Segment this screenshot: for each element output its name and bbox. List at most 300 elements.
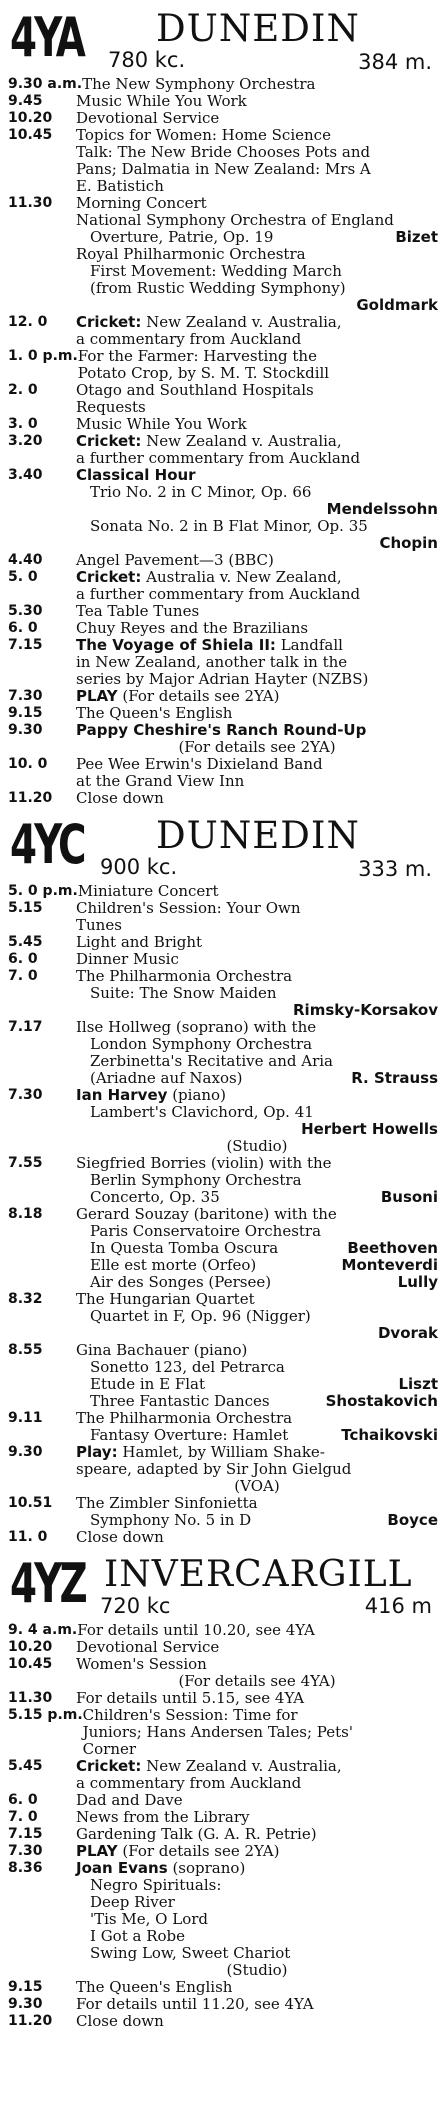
programme-time: 7. 0	[8, 1809, 38, 1825]
programme-text	[76, 900, 438, 934]
programme-line	[76, 1308, 438, 1325]
composer-name: Dvorak	[377, 1324, 438, 1342]
programme-time: 11.30	[8, 1690, 53, 1706]
programme-line	[76, 1911, 438, 1928]
programme-time: 11.30	[8, 195, 53, 211]
station-wavelength: 333 m.	[358, 857, 432, 881]
programme-line	[76, 552, 438, 569]
programme-detail: New Zealand v. Australia,	[146, 313, 342, 331]
programme-entry	[8, 1444, 438, 1495]
programme-detail: Morning Concert	[76, 194, 207, 212]
programme-detail: (from Rustic Wedding Symphony)	[90, 279, 346, 297]
composer-name: Lully	[397, 1273, 438, 1291]
composer-name: Monteverdi	[341, 1256, 438, 1274]
programme-text	[76, 1656, 438, 1690]
programme-detail: Close down	[76, 1528, 164, 1546]
programme-detail: Hamlet, by William Shake-	[122, 1443, 325, 1461]
programme-detail: Royal Philharmonic Orchestra	[76, 245, 306, 263]
programme-line	[76, 637, 438, 654]
programme-detail: Juniors; Hans Andersen Tales; Pets'	[82, 1723, 353, 1741]
programme-text	[76, 416, 438, 433]
programme-line	[76, 773, 438, 790]
programme-entry	[8, 1996, 438, 2013]
programme-line	[76, 1529, 438, 1546]
station-frequency: 720 kc	[100, 1594, 171, 1618]
programme-detail: Suite: The Snow Maiden	[90, 984, 277, 1002]
programme-time: 4.40	[8, 552, 43, 568]
programme-line	[76, 1826, 438, 1843]
programme-detail: (soprano)	[172, 1859, 246, 1877]
composer-name: Herbert Howells	[301, 1120, 438, 1138]
composer-name: Mendelssohn	[326, 500, 438, 518]
programme-line	[76, 1053, 438, 1070]
programme-line	[76, 144, 438, 161]
programme-line	[76, 1877, 438, 1894]
composer-name: Rimsky-Korsakov	[293, 1001, 438, 1019]
programme-text	[76, 552, 438, 569]
programme-detail: Angel Pavement—3 (BBC)	[76, 551, 274, 569]
programme-line	[83, 1741, 438, 1758]
programme-line	[78, 348, 438, 365]
programme-line	[76, 212, 438, 229]
programme-detail: The Queen's English	[76, 704, 233, 722]
programme-line	[76, 1223, 438, 1240]
programme-detail: Devotional Service	[76, 1638, 220, 1656]
station-header	[8, 6, 438, 76]
programme-text	[76, 1860, 438, 1979]
programme-detail: (For details see 2YA)	[122, 1842, 280, 1860]
programme-detail: Topics for Women: Home Science	[76, 126, 331, 144]
programme-text	[76, 756, 438, 790]
programme-entry	[8, 603, 438, 620]
programme-line	[76, 1206, 438, 1223]
programme-highlight: Joan Evans	[76, 1859, 168, 1877]
programme-detail: (piano)	[172, 1086, 226, 1104]
programme-line	[76, 195, 438, 212]
programme-text	[76, 968, 438, 1019]
programme-time: 6. 0	[8, 951, 38, 967]
programme-entry	[8, 1792, 438, 1809]
programme-line	[76, 756, 438, 773]
programme-time: 5. 0 p.m.	[8, 883, 78, 899]
programme-line	[76, 1461, 438, 1478]
programme-line	[76, 110, 438, 127]
programme-highlight: Play:	[76, 1443, 118, 1461]
programme-entry	[8, 883, 438, 900]
programme-entry	[8, 127, 438, 195]
programme-detail: The Philharmonia Orchestra	[76, 1409, 293, 1427]
programme-text	[83, 1707, 438, 1758]
programme-detail: a further commentary from Auckland	[76, 585, 361, 603]
programme-text	[76, 1291, 438, 1342]
programme-detail: E. Batistich	[76, 177, 164, 195]
programme-detail: Elle est morte (Orfeo)	[90, 1256, 257, 1274]
programme-detail: Music While You Work	[76, 92, 247, 110]
programme-line	[76, 671, 438, 688]
programme-line	[76, 934, 438, 951]
programme-detail: (For details see 2YA)	[178, 738, 336, 756]
programme-time: 9.30	[8, 1996, 43, 2012]
programme-detail: (Ariadne auf Naxos)	[90, 1069, 243, 1087]
programme-line	[76, 1257, 438, 1274]
programme-detail: (Studio)	[226, 1961, 288, 1979]
programme-detail: 'Tis Me, O Lord	[90, 1910, 208, 1928]
programme-text	[76, 722, 438, 756]
programme-entry	[8, 93, 438, 110]
programme-detail: a commentary from Auckland	[76, 330, 302, 348]
programme-line	[76, 1376, 438, 1393]
programme-time: 9.45	[8, 93, 43, 109]
programme-detail: Devotional Service	[76, 109, 220, 127]
programme-line	[76, 1639, 438, 1656]
programme-line	[76, 1240, 438, 1257]
programme-time: 9.15	[8, 705, 43, 721]
programme-line	[76, 951, 438, 968]
programme-time: 9.30 a.m.	[8, 76, 83, 92]
programme-line	[76, 1495, 438, 1512]
programme-list	[8, 883, 438, 1546]
programme-line	[76, 1758, 438, 1775]
programme-line	[76, 1325, 438, 1342]
programme-detail: Otago and Southland Hospitals	[76, 381, 314, 399]
programme-detail: Gerard Souzay (baritone) with the	[76, 1205, 337, 1223]
programme-line	[76, 1809, 438, 1826]
composer-name: Goldmark	[356, 296, 438, 314]
programme-time: 3.40	[8, 467, 43, 483]
composer-name: Tchaikovski	[341, 1426, 438, 1444]
programme-text	[76, 790, 438, 807]
programme-detail: Light and Bright	[76, 933, 203, 951]
programme-time: 1. 0 p.m.	[8, 348, 78, 364]
programme-line	[76, 229, 438, 246]
programme-detail: Negro Spirituals:	[90, 1876, 222, 1894]
programme-line	[76, 1996, 438, 2013]
programme-detail: Symphony No. 5 in D	[90, 1511, 252, 1529]
programme-entry	[8, 1622, 438, 1639]
programme-detail: (Studio)	[226, 1137, 288, 1155]
programme-detail: New Zealand v. Australia,	[146, 1757, 342, 1775]
programme-text	[76, 569, 438, 603]
programme-entry	[8, 1410, 438, 1444]
programme-entry	[8, 705, 438, 722]
programme-line	[76, 603, 438, 620]
programme-time: 11.20	[8, 2013, 53, 2029]
programme-detail: News from the Library	[76, 1808, 250, 1826]
programme-detail: I Got a Robe	[90, 1927, 186, 1945]
programme-detail: in New Zealand, another talk in the	[76, 653, 348, 671]
programme-highlight: Cricket:	[76, 313, 142, 331]
programme-line	[76, 1036, 438, 1053]
programme-time: 11. 0	[8, 1529, 48, 1545]
programme-entry	[8, 790, 438, 807]
programme-text	[76, 1826, 438, 1843]
programme-line	[76, 790, 438, 807]
programme-detail: Swing Low, Sweet Chariot	[90, 1944, 291, 1962]
programme-time: 10.45	[8, 1656, 53, 1672]
programme-entry	[8, 722, 438, 756]
programme-detail: Children's Session: Your Own	[76, 899, 301, 917]
programme-line	[76, 450, 438, 467]
programme-entry	[8, 1707, 438, 1758]
programme-line	[76, 1512, 438, 1529]
programme-line	[76, 1427, 438, 1444]
programme-entry	[8, 1529, 438, 1546]
programme-highlight: Cricket:	[76, 432, 142, 450]
programme-time: 7. 0	[8, 968, 38, 984]
programme-time: 12. 0	[8, 314, 48, 330]
programme-text	[76, 1206, 438, 1291]
programme-time: 10.51	[8, 1495, 53, 1511]
programme-detail: Music While You Work	[76, 415, 247, 433]
programme-text	[76, 1639, 438, 1656]
programme-time: 5. 0	[8, 569, 38, 585]
programme-detail: The New Symphony Orchestra	[82, 75, 316, 93]
programme-entry	[8, 1087, 438, 1155]
programme-entry	[8, 110, 438, 127]
programme-line	[76, 1121, 438, 1138]
programme-detail: Dad and Dave	[76, 1791, 183, 1809]
programme-detail: The Philharmonia Orchestra	[76, 967, 293, 985]
programme-detail: Chuy Reyes and the Brazilians	[76, 619, 309, 637]
programme-entry	[8, 620, 438, 637]
programme-detail: Etude in E Flat	[90, 1375, 206, 1393]
programme-line	[76, 1138, 438, 1155]
programme-detail: Requests	[76, 398, 146, 416]
programme-entry	[8, 1843, 438, 1860]
programme-text	[76, 1996, 438, 2013]
programme-text	[76, 951, 438, 968]
programme-time: 9. 4 a.m.	[8, 1622, 78, 1638]
programme-line	[76, 1189, 438, 1206]
programme-detail: Close down	[76, 2012, 164, 2030]
programme-line	[76, 1478, 438, 1495]
programme-entry	[8, 76, 438, 93]
programme-time: 7.17	[8, 1019, 43, 1035]
programme-time: 7.30	[8, 1843, 43, 1859]
programme-detail: Talk: The New Bride Chooses Pots and	[76, 143, 371, 161]
programme-entry	[8, 1639, 438, 1656]
programme-detail: Sonetto 123, del Petrarca	[90, 1358, 285, 1376]
programme-entry	[8, 467, 438, 552]
station-4yz	[8, 1552, 438, 2030]
programme-detail: London Symphony Orchestra	[90, 1035, 313, 1053]
programme-detail: Zerbinetta's Recitative and Aria	[90, 1052, 333, 1070]
programme-time: 8.55	[8, 1342, 43, 1358]
programme-line	[76, 1928, 438, 1945]
programme-line	[76, 382, 438, 399]
programme-detail: National Symphony Orchestra of England	[76, 211, 394, 229]
programme-entry	[8, 968, 438, 1019]
programme-entry	[8, 314, 438, 348]
programme-line	[76, 1393, 438, 1410]
programme-text	[76, 1809, 438, 1826]
programme-text	[76, 1792, 438, 1809]
programme-line	[76, 433, 438, 450]
programme-text	[76, 1979, 438, 1996]
programme-text	[76, 620, 438, 637]
programme-line	[76, 985, 438, 1002]
programme-line	[76, 705, 438, 722]
programme-list	[8, 76, 438, 807]
programme-time: 6. 0	[8, 1792, 38, 1808]
programme-detail: Corner	[82, 1740, 137, 1758]
programme-highlight: Classical Hour	[76, 466, 196, 484]
programme-highlight: Cricket:	[76, 568, 142, 586]
programme-time: 10.45	[8, 127, 53, 143]
programme-line	[78, 883, 438, 900]
programme-time: 5.45	[8, 1758, 43, 1774]
programme-text	[76, 93, 438, 110]
programme-detail: Potato Crop, by S. M. T. Stockdill	[77, 364, 330, 382]
programme-text	[76, 110, 438, 127]
programme-line	[76, 900, 438, 917]
programme-detail: Berlin Symphony Orchestra	[90, 1171, 302, 1189]
programme-text	[76, 934, 438, 951]
composer-name: Bizet	[395, 228, 438, 246]
programme-detail: Gina Bachauer (piano)	[76, 1341, 248, 1359]
programme-entry	[8, 1342, 438, 1410]
programme-detail: Quartet in F, Op. 96 (Nigger)	[90, 1307, 311, 1325]
programme-highlight: PLAY	[76, 687, 118, 705]
programme-detail: a commentary from Auckland	[76, 1774, 302, 1792]
programme-line	[76, 1656, 438, 1673]
programme-line	[76, 968, 438, 985]
programme-entry	[8, 900, 438, 934]
programme-time: 5.45	[8, 934, 43, 950]
programme-text	[76, 1843, 438, 1860]
programme-line	[76, 467, 438, 484]
composer-name: R. Strauss	[351, 1069, 438, 1087]
station-frequency: 780 kc.	[108, 48, 186, 72]
station-frequency: 900 kc.	[100, 855, 178, 879]
programme-line	[76, 161, 438, 178]
programme-text	[76, 637, 438, 688]
programme-line	[76, 569, 438, 586]
programme-entry	[8, 1860, 438, 1979]
programme-line	[76, 722, 438, 739]
programme-line	[76, 1979, 438, 1996]
programme-line	[76, 1962, 438, 1979]
programme-line	[76, 1945, 438, 1962]
programme-line	[76, 314, 438, 331]
programme-time: 8.36	[8, 1860, 43, 1876]
programme-text	[76, 1495, 438, 1529]
programme-text	[76, 1410, 438, 1444]
programme-text	[76, 127, 438, 195]
programme-entry	[8, 1758, 438, 1792]
programme-detail: (VOA)	[234, 1477, 280, 1495]
programme-line	[76, 1775, 438, 1792]
programme-text	[77, 1622, 438, 1639]
programme-detail: Ilse Hollweg (soprano) with the	[76, 1018, 317, 1036]
programme-highlight: Cricket:	[76, 1757, 142, 1775]
station-header	[8, 813, 438, 883]
programme-entry	[8, 1019, 438, 1087]
programme-detail: Siegfried Borries (violin) with the	[76, 1154, 332, 1172]
programme-line	[76, 1291, 438, 1308]
programme-line	[76, 535, 438, 552]
programme-time: 7.55	[8, 1155, 43, 1171]
programme-time: 7.30	[8, 688, 43, 704]
programme-text	[76, 467, 438, 552]
programme-entry	[8, 1495, 438, 1529]
composer-name: Busoni	[380, 1188, 438, 1206]
programme-detail: Women's Session	[76, 1655, 207, 1673]
programme-text	[76, 1019, 438, 1087]
programme-line	[76, 1274, 438, 1291]
programme-line	[83, 1724, 438, 1741]
programme-detail: Three Fantastic Dances	[90, 1392, 270, 1410]
programme-line	[76, 917, 438, 934]
programme-entry	[8, 934, 438, 951]
programme-entry	[8, 1979, 438, 1996]
programme-text	[76, 382, 438, 416]
programme-detail: Tunes	[76, 916, 122, 934]
programme-text	[76, 1155, 438, 1206]
station-wavelength: 384 m.	[358, 50, 432, 74]
programme-line	[76, 331, 438, 348]
programme-entry	[8, 1206, 438, 1291]
programme-detail: Lambert's Clavichord, Op. 41	[90, 1103, 314, 1121]
programme-text	[76, 1342, 438, 1410]
programme-line	[76, 1002, 438, 1019]
station-wavelength: 416 m	[364, 1594, 432, 1618]
station-4ya	[8, 6, 438, 807]
programme-detail: For details until 10.20, see 4YA	[77, 1621, 315, 1639]
programme-entry	[8, 1809, 438, 1826]
programme-detail: speare, adapted by Sir John Gielgud	[76, 1460, 352, 1478]
programme-time: 5.30	[8, 603, 43, 619]
programme-text	[76, 705, 438, 722]
programme-time: 5.15 p.m.	[8, 1707, 83, 1723]
programme-line	[76, 246, 438, 263]
programme-line	[76, 1087, 438, 1104]
programme-detail: Paris Conservatoire Orchestra	[90, 1222, 322, 1240]
programme-detail: Miniature Concert	[77, 882, 219, 900]
programme-detail: (For details see 2YA)	[122, 687, 280, 705]
programme-line	[76, 1155, 438, 1172]
programme-detail: For the Farmer: Harvesting the	[77, 347, 317, 365]
programme-line	[76, 739, 438, 756]
programme-entry	[8, 1291, 438, 1342]
programme-highlight: The Voyage of Shiela II:	[76, 636, 276, 654]
programme-detail: Air des Songes (Persee)	[90, 1273, 272, 1291]
programme-detail: For details until 5.15, see 4YA	[76, 1689, 305, 1707]
programme-line	[76, 1444, 438, 1461]
station-city: DUNEDIN	[156, 814, 360, 857]
composer-name: Shostakovich	[325, 1392, 438, 1410]
programme-entry	[8, 195, 438, 314]
programme-time: 2. 0	[8, 382, 38, 398]
programme-line	[76, 1860, 438, 1877]
programme-entry	[8, 2013, 438, 2030]
station-header	[8, 1552, 438, 1622]
programme-detail: First Movement: Wedding March	[90, 262, 342, 280]
programme-detail: The Queen's English	[76, 1978, 233, 1996]
programme-text	[76, 1529, 438, 1546]
programme-line	[76, 1359, 438, 1376]
programme-line	[76, 178, 438, 195]
programme-time: 9.30	[8, 722, 43, 738]
programme-time: 7.30	[8, 1087, 43, 1103]
programme-entry	[8, 416, 438, 433]
programme-line	[76, 263, 438, 280]
programme-detail: Deep River	[90, 1893, 175, 1911]
programme-line	[82, 76, 438, 93]
programme-detail: Sonata No. 2 in B Flat Minor, Op. 35	[90, 517, 368, 535]
programme-text	[76, 1758, 438, 1792]
programme-detail: Fantasy Overture: Hamlet	[90, 1426, 289, 1444]
